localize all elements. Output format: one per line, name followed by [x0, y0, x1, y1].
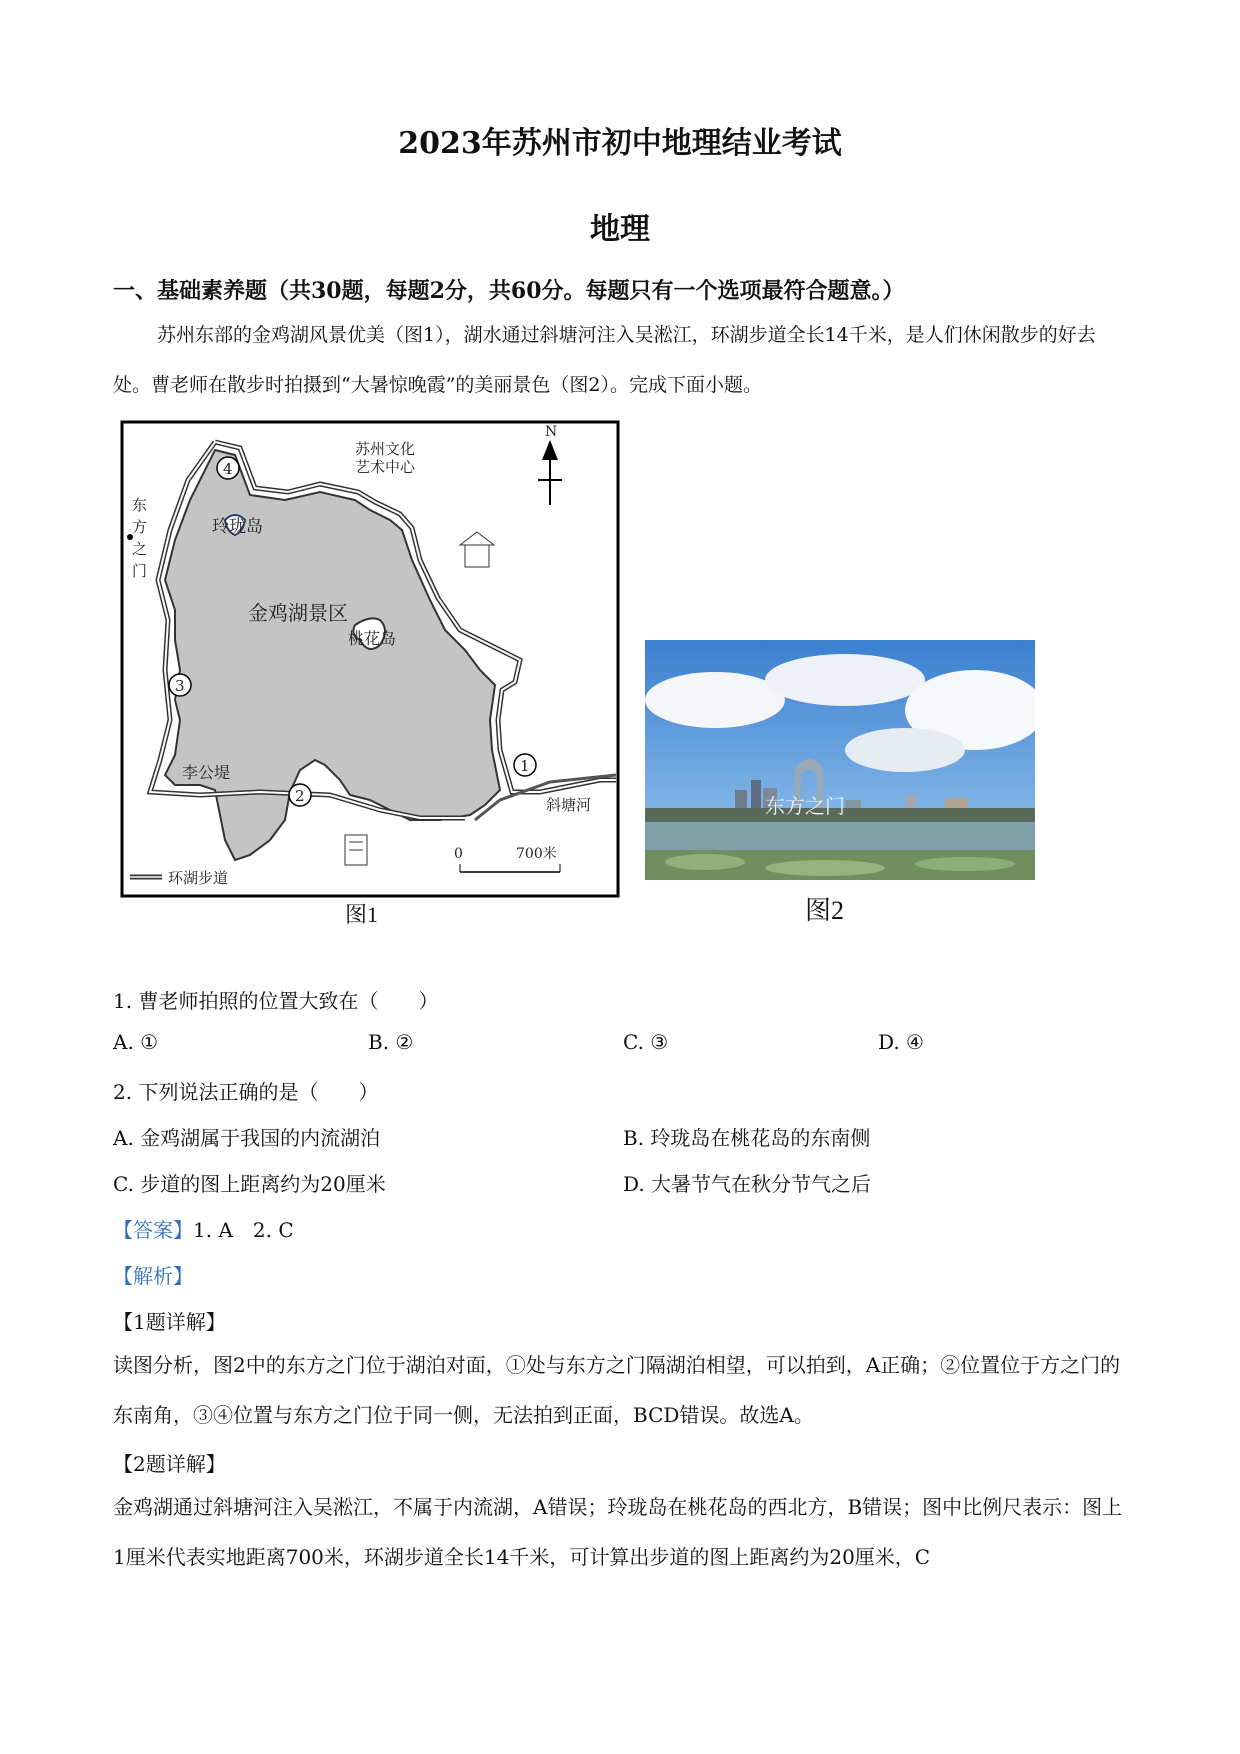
river-label: 斜塘河 — [546, 796, 592, 814]
lake-map-svg — [120, 420, 620, 900]
legend-label: 环湖步道 — [168, 869, 229, 887]
photo-label: 东方之门 — [765, 794, 845, 818]
svg-text:3: 3 — [175, 677, 185, 695]
detail-2-text: 金鸡湖通过斜塘河注入吴淞江，不属于内流湖，A错误；玲珑岛在桃花岛的西北方，B错误；图中比例尺表示：图上1厘米代表实地距离700米，环湖步道全长14千米，可计算出步道的图上距离约为20厘米，C — [113, 1495, 1123, 1569]
gate-label-3: 之 — [132, 540, 148, 558]
intro-paragraph: 苏州东部的金鸡湖风景优美（图1），湖水通过斜塘河注入吴淞江，环湖步道全长14千米，是人们休闲散步的好去处。曹老师在散步时拍摄到“大暑惊晚霞”的美丽景色（图2）。完成下面小题。 — [113, 324, 1096, 396]
detail-2-title: 【2题详解】 — [113, 1452, 226, 1476]
scale-dist: 700米 — [516, 846, 557, 862]
point-4-marker — [217, 457, 239, 479]
question-1-stem: 1. 曹老师拍照的位置大致在（ ） — [113, 989, 439, 1013]
section-heading: 一、基础素养题（共30题，每题2分，共60分。每题只有一个选项最符合题意。） — [113, 278, 905, 304]
answer-row — [113, 1214, 294, 1243]
figure-1-map — [120, 420, 620, 904]
point-1-marker — [514, 754, 536, 776]
q1-option-b[interactable]: B. ② — [368, 1030, 414, 1054]
ligongdi-label: 李公堤 — [182, 763, 231, 782]
answer-label: 【答案】 — [113, 1218, 193, 1242]
north-label: N — [545, 424, 558, 440]
arts-center-label-2: 艺术中心 — [355, 458, 416, 476]
figure-2-photo — [645, 640, 1035, 884]
q1-option-c[interactable]: C. ③ — [623, 1030, 669, 1054]
subject-title: 地理 — [590, 212, 650, 247]
q1-option-d[interactable]: D. ④ — [878, 1030, 924, 1054]
q2-option-c[interactable]: C. 步道的图上距离约为20厘米 — [113, 1172, 386, 1196]
answer-text: 1. A 2. C — [193, 1218, 294, 1242]
taohua-label: 桃花岛 — [348, 629, 397, 648]
q2-option-a[interactable]: A. 金鸡湖属于我国的内流湖泊 — [113, 1126, 381, 1150]
gate-label-1: 东 — [132, 496, 148, 514]
q2-option-b[interactable]: B. 玲珑岛在桃花岛的东南侧 — [623, 1126, 871, 1150]
svg-text:4: 4 — [223, 460, 233, 478]
lake-label: 金鸡湖景区 — [248, 601, 348, 625]
detail-1-text: 读图分析，图2中的东方之门位于湖泊对面，①处与东方之门隔湖泊相望，可以拍到，A正确；②位置位于方之门的东南角，③④位置与东方之门位于同一侧，无法拍到正面，BCD错误。故选A。 — [113, 1353, 1121, 1427]
question-2-stem: 2. 下列说法正确的是（ ） — [113, 1080, 379, 1104]
q2-option-d[interactable]: D. 大暑节气在秋分节气之后 — [623, 1172, 872, 1196]
photo-svg — [645, 640, 1035, 880]
arts-center-label-1: 苏州文化 — [355, 440, 416, 458]
exam-title: 2023年苏州市初中地理结业考试 — [398, 126, 842, 161]
point-3-marker — [169, 674, 191, 696]
scale-zero: 0 — [454, 846, 463, 862]
point-2-marker — [289, 784, 311, 806]
svg-text:2: 2 — [295, 787, 305, 805]
gate-dot — [127, 534, 133, 540]
figure-1-caption: 图1 — [345, 902, 379, 927]
analysis-label: 【解析】 — [113, 1264, 193, 1288]
q1-option-a[interactable]: A. ① — [113, 1030, 159, 1054]
building-icon — [345, 835, 367, 865]
figure-2-caption: 图2 — [805, 896, 845, 925]
gate-label-2: 方 — [132, 518, 148, 536]
detail-1-title: 【1题详解】 — [113, 1310, 226, 1334]
svg-text:1: 1 — [520, 757, 530, 775]
linglong-label: 玲珑岛 — [212, 517, 263, 537]
gate-label-4: 门 — [132, 562, 148, 580]
